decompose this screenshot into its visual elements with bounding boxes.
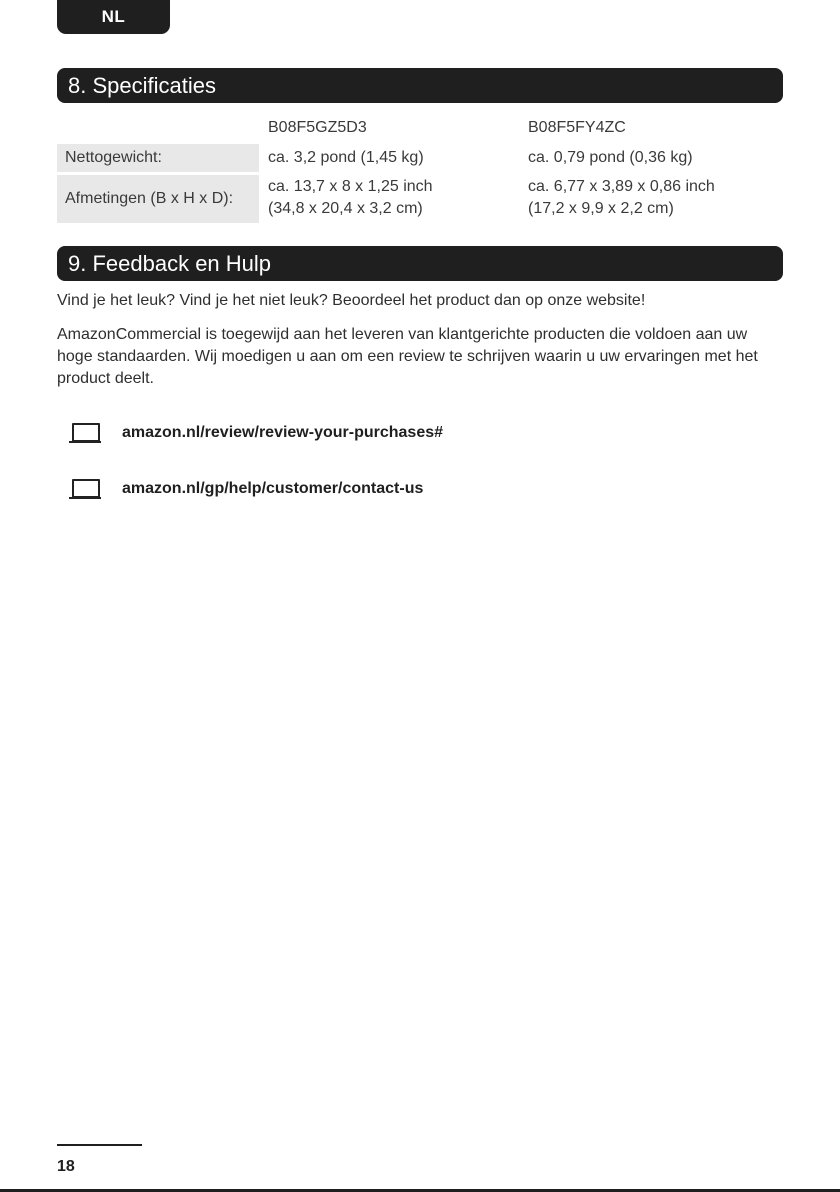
review-link-row[interactable] bbox=[69, 420, 443, 446]
footer-divider bbox=[57, 1144, 142, 1146]
section-header-specifications bbox=[57, 68, 783, 103]
section-title: 8. Specificaties bbox=[68, 72, 216, 98]
table-cell: ca. 13,7 x 8 x 1,25 inch bbox=[268, 178, 433, 195]
table-cell: (17,2 x 9,9 x 2,2 cm) bbox=[528, 200, 674, 217]
row-label: Nettogewicht: bbox=[57, 144, 259, 172]
table-cell: (34,8 x 20,4 x 3,2 cm) bbox=[268, 200, 423, 217]
section-title: 9. Feedback en Hulp bbox=[68, 250, 272, 276]
table-cell: ca. 0,79 pond (0,36 kg) bbox=[528, 149, 693, 166]
section-header-feedback bbox=[57, 246, 783, 281]
laptop-icon bbox=[69, 421, 101, 445]
feedback-body-text: AmazonCommercial is toegewijd aan het leveren van klantgerichte producten die voldoen aan uw hoge standaarden. Wij moedigen u aan om een review te schrijven waarin u uw ervaringen met het product deelt. bbox=[57, 326, 758, 387]
contact-link[interactable]: amazon.nl/gp/help/customer/contact-us bbox=[122, 480, 424, 497]
row-label: Afmetingen (B x H x D): bbox=[57, 175, 259, 223]
model-header: B08F5GZ5D3 bbox=[268, 119, 367, 136]
language-tab-label: NL bbox=[101, 7, 126, 26]
table-row bbox=[57, 175, 783, 223]
table-cell: ca. 3,2 pond (1,45 kg) bbox=[268, 149, 424, 166]
model-header: B08F5FY4ZC bbox=[528, 119, 626, 136]
page-number: 18 bbox=[57, 1158, 75, 1175]
table-cell: ca. 6,77 x 3,89 x 0,86 inch bbox=[528, 178, 715, 195]
table-header-row bbox=[57, 117, 783, 141]
table-row bbox=[57, 144, 783, 172]
feedback-intro-text: Vind je het leuk? Vind je het niet leuk? Beoordeel het product dan op onze website! bbox=[57, 292, 646, 309]
language-tab bbox=[57, 0, 170, 34]
contact-link-row[interactable] bbox=[69, 476, 423, 502]
laptop-icon bbox=[69, 477, 101, 501]
review-link[interactable]: amazon.nl/review/review-your-purchases# bbox=[122, 424, 444, 441]
